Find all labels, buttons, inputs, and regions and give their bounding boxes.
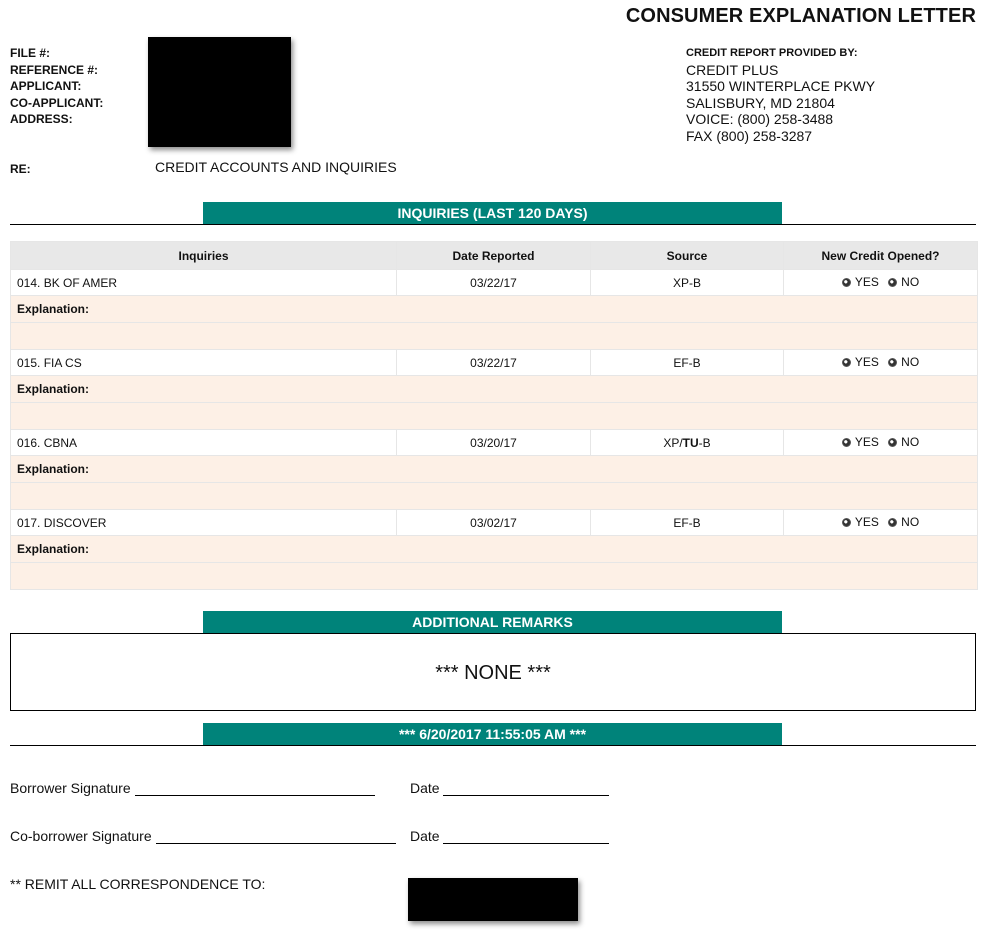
table-row [11, 430, 978, 456]
borrower-signature-field[interactable] [135, 795, 375, 796]
table-row [11, 350, 978, 376]
no-radio[interactable]: NO [888, 355, 919, 369]
remit-correspondence-label: ** REMIT ALL CORRESPONDENCE TO: [10, 876, 266, 892]
inquiry-source: EF-B [591, 350, 784, 376]
column-header-date-reported: Date Reported [397, 242, 591, 270]
table-row [11, 510, 978, 536]
inquiry-source: EF-B [591, 510, 784, 536]
re-label: RE: [10, 162, 31, 176]
reference-number-label: REFERENCE #: [10, 62, 99, 77]
explanation-label: Explanation: [11, 376, 978, 403]
provider-heading: CREDIT REPORT PROVIDED BY: [686, 47, 858, 59]
explanation-field[interactable] [11, 323, 978, 350]
document-title: CONSUMER EXPLANATION LETTER [625, 5, 976, 27]
new-credit-choice [784, 510, 978, 536]
explanation-row [11, 296, 978, 323]
radio-circle-icon [842, 518, 851, 527]
inquiries-table [10, 241, 978, 590]
inquiry-name: 017. DISCOVER [11, 510, 397, 536]
no-radio[interactable]: NO [888, 275, 919, 289]
explanation-row [11, 456, 978, 483]
explanation-label: Explanation: [11, 456, 978, 483]
re-value: CREDIT ACCOUNTS AND INQUIRIES [155, 159, 397, 175]
radio-circle-icon [888, 278, 897, 287]
redaction-box-remit-address [408, 878, 578, 921]
yes-radio[interactable]: YES [842, 275, 879, 289]
radio-circle-icon [888, 438, 897, 447]
date-label: Date [410, 828, 440, 844]
column-header-new-credit-opened: New Credit Opened? [784, 242, 978, 270]
coborrower-signature-line [10, 828, 396, 844]
yes-radio[interactable]: YES [842, 355, 879, 369]
coborrower-signature-label: Co-borrower Signature [10, 828, 152, 844]
provider-city: SALISBURY, MD 21804 [686, 94, 835, 111]
explanation-label: Explanation: [11, 296, 978, 323]
divider-inquiries [10, 224, 976, 225]
column-header-source: Source [591, 242, 784, 270]
inquiry-source: XP/TU-B [591, 430, 784, 456]
address-label: ADDRESS: [10, 112, 73, 126]
coborrower-signature-field[interactable] [156, 843, 396, 844]
additional-remarks-banner: ADDITIONAL REMARKS [203, 611, 782, 633]
column-header-inquiries: Inquiries [11, 242, 397, 270]
divider-timestamp [10, 745, 976, 746]
table-row [11, 270, 978, 296]
borrower-signature-label: Borrower Signature [10, 780, 131, 796]
provider-street: 31550 WINTERPLACE PKWY [686, 78, 876, 94]
coborrower-date-field[interactable] [443, 843, 609, 844]
borrower-date-line [410, 780, 609, 796]
explanation-field[interactable] [11, 403, 978, 430]
redaction-box-applicant [148, 37, 291, 147]
header-labels [10, 45, 103, 128]
remarks-box: *** NONE *** [10, 633, 976, 711]
applicant-label: APPLICANT: [10, 79, 82, 93]
inquiry-date: 03/22/17 [397, 270, 591, 296]
table-header-row [11, 242, 978, 270]
explanation-row [11, 376, 978, 403]
provider-fax: FAX (800) 258-3287 [686, 127, 813, 144]
explanation-field[interactable] [11, 483, 978, 510]
credit-provider-block [686, 45, 875, 144]
date-label: Date [410, 780, 440, 796]
radio-circle-icon [842, 278, 851, 287]
inquiry-name: 014. BK OF AMER [11, 270, 397, 296]
inquiry-source: XP-B [591, 270, 784, 296]
inquiries-banner: INQUIRIES (LAST 120 DAYS) [203, 202, 782, 224]
file-number-label: FILE #: [10, 46, 51, 60]
borrower-date-field[interactable] [443, 795, 609, 796]
radio-circle-icon [888, 518, 897, 527]
new-credit-choice [784, 270, 978, 296]
no-radio[interactable]: NO [888, 435, 919, 449]
radio-circle-icon [842, 438, 851, 447]
provider-name: CREDIT PLUS [686, 61, 779, 78]
radio-circle-icon [842, 358, 851, 367]
explanation-label: Explanation: [11, 536, 978, 563]
no-radio[interactable]: NO [888, 515, 919, 529]
inquiry-date: 03/22/17 [397, 350, 591, 376]
inquiry-date: 03/02/17 [397, 510, 591, 536]
yes-radio[interactable]: YES [842, 435, 879, 449]
radio-circle-icon [888, 358, 897, 367]
timestamp-banner: *** 6/20/2017 11:55:05 AM *** [203, 723, 782, 745]
yes-radio[interactable]: YES [842, 515, 879, 529]
new-credit-choice [784, 430, 978, 456]
inquiry-name: 016. CBNA [11, 430, 397, 456]
co-applicant-label: CO-APPLICANT: [10, 95, 104, 110]
inquiry-name: 015. FIA CS [11, 350, 397, 376]
coborrower-date-line [410, 828, 609, 844]
explanation-field[interactable] [11, 563, 978, 590]
borrower-signature-line [10, 780, 375, 796]
inquiry-date: 03/20/17 [397, 430, 591, 456]
new-credit-choice [784, 350, 978, 376]
provider-voice: VOICE: (800) 258-3488 [686, 111, 834, 127]
explanation-row [11, 536, 978, 563]
